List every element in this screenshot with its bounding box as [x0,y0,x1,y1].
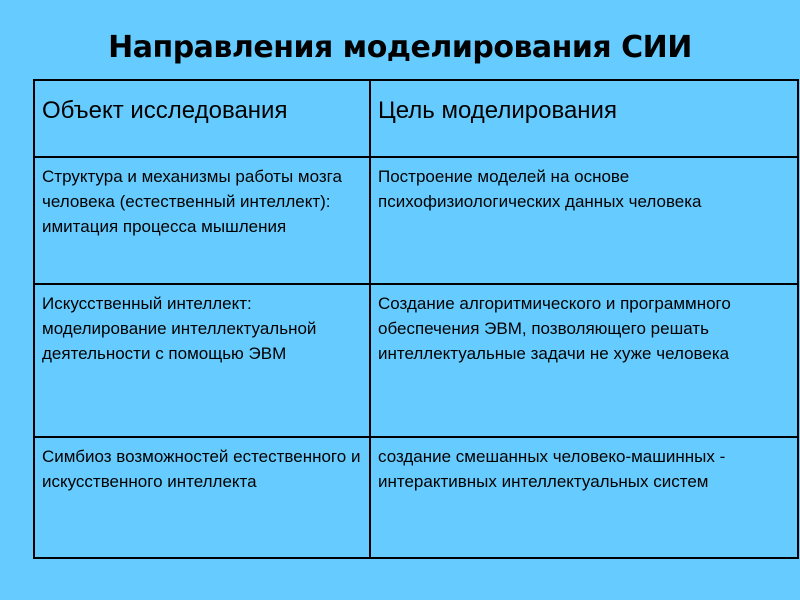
object-cell: Искусственный интеллект: моделирование интеллектуальной деятельности с помощью ЭВМ [34,284,370,437]
page-title: Направления моделирования СИИ [108,30,692,65]
modeling-directions-table [33,79,799,559]
goal-cell: создание смешанных человеко-машинных - интерактивных интеллектуальных систем [370,437,798,558]
header-object-cell: Объект исследования [34,80,370,157]
table-row [34,157,798,284]
table-row [34,437,798,558]
header-goal-cell: Цель моделирования [370,80,798,157]
table-header-row [34,80,798,157]
table-row [34,284,798,437]
object-cell: Структура и механизмы работы мозга человека (естественный интеллект): имитация процесса мышления [34,157,370,284]
object-cell: Симбиоз возможностей естественного и искусственного интеллекта [34,437,370,558]
goal-cell: Создание алгоритмического и программного обеспечения ЭВМ, позволяющего решать интеллектуальные задачи не хуже человека [370,284,798,437]
goal-cell: Построение моделей на основе психофизиологических данных человека [370,157,798,284]
